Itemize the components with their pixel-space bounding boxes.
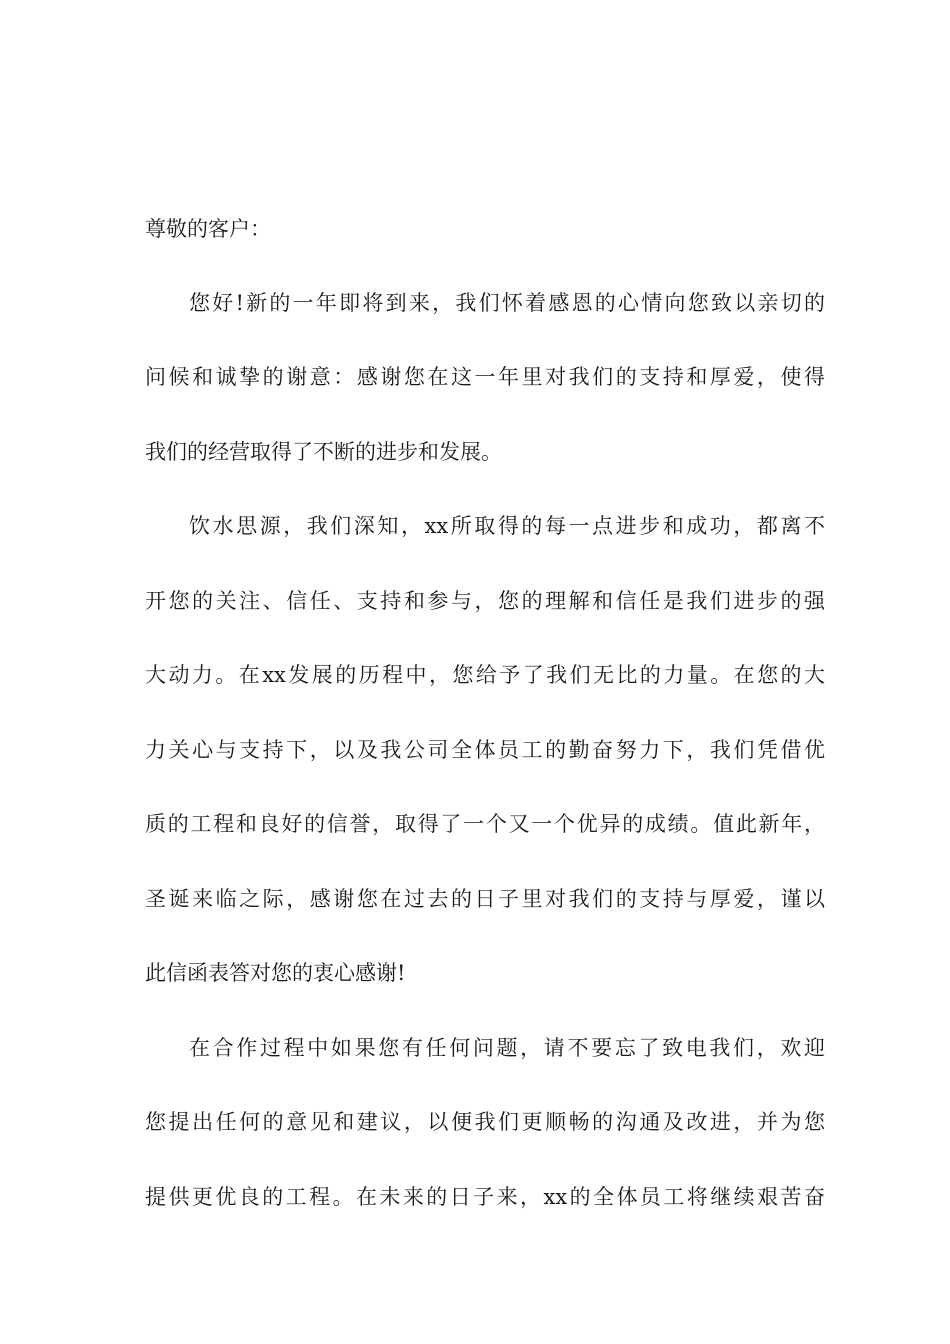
paragraph-line: 您提出任何的意见和建议，以便我们更顺畅的沟通及改进，并为您 [145,1110,825,1134]
paragraph-line: 我们的经营取得了不断的进步和发展。 [145,440,502,464]
paragraph-line: 开您的关注、信任、支持和参与，您的理解和信任是我们进步的强 [145,589,825,613]
paragraph-line: 问候和诚挚的谢意：感谢您在这一年里对我们的支持和厚爱，使得 [145,365,825,389]
paragraph-line: 大动力。在xx发展的历程中，您给予了我们无比的力量。在您的大 [145,663,825,687]
paragraph-line: 质的工程和良好的信誉，取得了一个又一个优异的成绩。值此新年， [145,812,825,836]
paragraph-line: 提供更优良的工程。在未来的日子来，xx的全体员工将继续艰苦奋 [145,1185,825,1209]
paragraph-line: 力关心与支持下，以及我公司全体员工的勤奋努力下，我们凭借优 [145,738,825,762]
paragraph-line: 饮水思源，我们深知，xx所取得的每一点进步和成功，都离不 [189,514,825,538]
paragraph-line: 在合作过程中如果您有任何问题，请不要忘了致电我们，欢迎 [189,1036,825,1060]
salutation: 尊敬的客户： [145,217,271,241]
paragraph-line: 圣诞来临之际，感谢您在过去的日子里对我们的支持与厚爱，谨以 [145,887,825,911]
paragraph-line: 此信函表答对您的衷心感谢! [145,961,406,985]
paragraph-line: 您好!新的一年即将到来，我们怀着感恩的心情向您致以亲切的 [189,291,825,315]
